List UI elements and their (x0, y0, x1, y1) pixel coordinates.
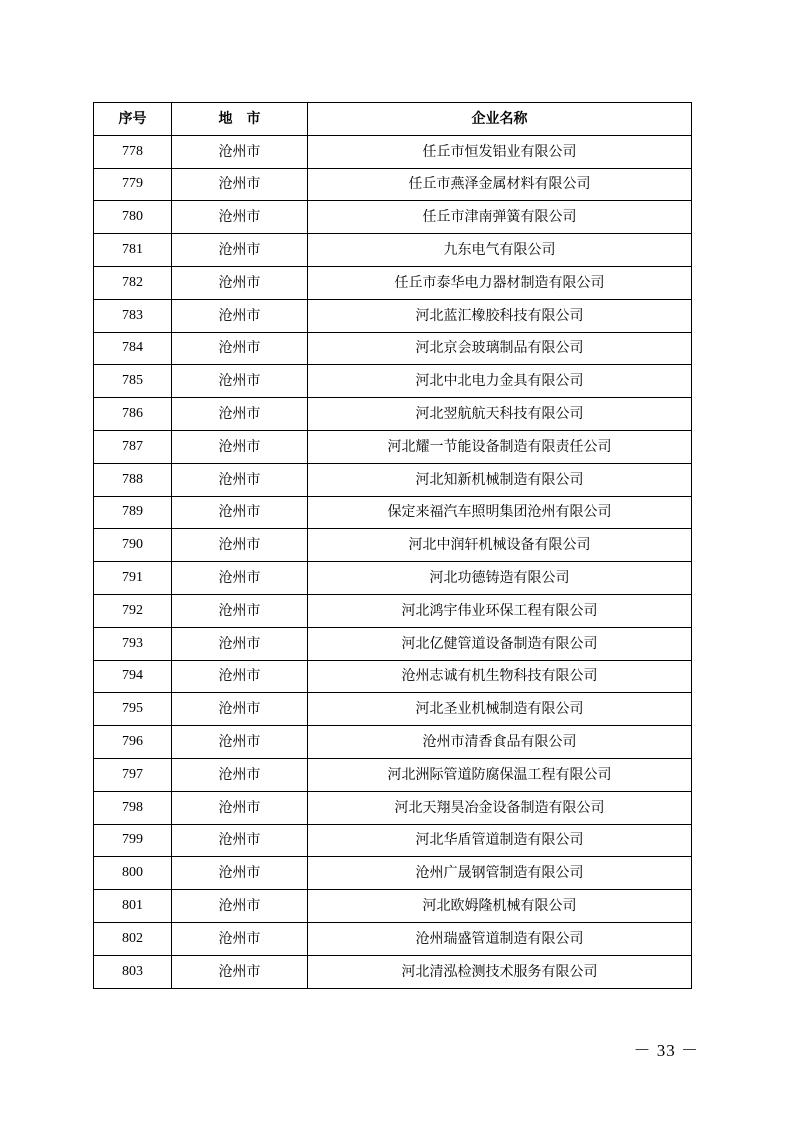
header-company-name: 企业名称 (308, 103, 692, 136)
cell-city: 沧州市 (172, 594, 308, 627)
cell-city: 沧州市 (172, 135, 308, 168)
cell-city: 沧州市 (172, 365, 308, 398)
cell-serial-number: 787 (94, 430, 172, 463)
cell-serial-number: 797 (94, 758, 172, 791)
cell-city: 沧州市 (172, 529, 308, 562)
table-row (94, 234, 692, 267)
cell-serial-number: 785 (94, 365, 172, 398)
cell-city: 沧州市 (172, 168, 308, 201)
table-row (94, 627, 692, 660)
cell-serial-number: 786 (94, 398, 172, 431)
table-row (94, 824, 692, 857)
cell-city: 沧州市 (172, 824, 308, 857)
table-row (94, 758, 692, 791)
cell-city: 沧州市 (172, 266, 308, 299)
cell-company-name: 任丘市燕泽金属材料有限公司 (308, 168, 692, 201)
cell-city: 沧州市 (172, 430, 308, 463)
company-table (93, 102, 692, 989)
cell-serial-number: 782 (94, 266, 172, 299)
table-row (94, 430, 692, 463)
table-header-row (94, 103, 692, 136)
cell-serial-number: 779 (94, 168, 172, 201)
cell-company-name: 任丘市恒发铝业有限公司 (308, 135, 692, 168)
table-row (94, 529, 692, 562)
table-row (94, 266, 692, 299)
cell-serial-number: 795 (94, 693, 172, 726)
cell-city: 沧州市 (172, 398, 308, 431)
cell-serial-number: 798 (94, 791, 172, 824)
cell-company-name: 河北亿健管道设备制造有限公司 (308, 627, 692, 660)
cell-city: 沧州市 (172, 201, 308, 234)
table-row (94, 463, 692, 496)
cell-serial-number: 792 (94, 594, 172, 627)
cell-company-name: 河北翌航航天科技有限公司 (308, 398, 692, 431)
cell-company-name: 任丘市泰华电力器材制造有限公司 (308, 266, 692, 299)
cell-company-name: 河北鸿宇伟业环保工程有限公司 (308, 594, 692, 627)
table-row (94, 496, 692, 529)
table-body (94, 135, 692, 988)
cell-city: 沧州市 (172, 627, 308, 660)
cell-company-name: 河北中润轩机械设备有限公司 (308, 529, 692, 562)
cell-serial-number: 781 (94, 234, 172, 267)
table-row (94, 201, 692, 234)
cell-serial-number: 802 (94, 922, 172, 955)
table-row (94, 135, 692, 168)
table-row (94, 398, 692, 431)
cell-serial-number: 784 (94, 332, 172, 365)
cell-company-name: 河北耀一节能设备制造有限责任公司 (308, 430, 692, 463)
header-city: 地 市 (172, 103, 308, 136)
cell-city: 沧州市 (172, 562, 308, 595)
cell-company-name: 河北蓝汇橡胶科技有限公司 (308, 299, 692, 332)
cell-serial-number: 780 (94, 201, 172, 234)
table-row (94, 299, 692, 332)
table-row (94, 693, 692, 726)
cell-company-name: 沧州志诚有机生物科技有限公司 (308, 660, 692, 693)
cell-city: 沧州市 (172, 758, 308, 791)
cell-company-name: 沧州市清香食品有限公司 (308, 726, 692, 759)
cell-city: 沧州市 (172, 726, 308, 759)
table-row (94, 562, 692, 595)
cell-company-name: 九东电气有限公司 (308, 234, 692, 267)
cell-serial-number: 790 (94, 529, 172, 562)
cell-city: 沧州市 (172, 660, 308, 693)
cell-serial-number: 793 (94, 627, 172, 660)
table-row (94, 890, 692, 923)
cell-city: 沧州市 (172, 463, 308, 496)
cell-city: 沧州市 (172, 299, 308, 332)
cell-company-name: 河北京会玻璃制品有限公司 (308, 332, 692, 365)
cell-company-name: 河北中北电力金具有限公司 (308, 365, 692, 398)
table-row (94, 168, 692, 201)
cell-serial-number: 801 (94, 890, 172, 923)
cell-city: 沧州市 (172, 693, 308, 726)
cell-company-name: 河北清泓检测技术服务有限公司 (308, 955, 692, 988)
table-row (94, 857, 692, 890)
cell-serial-number: 799 (94, 824, 172, 857)
header-serial-number: 序号 (94, 103, 172, 136)
cell-city: 沧州市 (172, 857, 308, 890)
cell-company-name: 河北知新机械制造有限公司 (308, 463, 692, 496)
cell-company-name: 沧州广晟钢管制造有限公司 (308, 857, 692, 890)
cell-company-name: 任丘市津南弹簧有限公司 (308, 201, 692, 234)
table-row (94, 726, 692, 759)
cell-company-name: 河北华盾管道制造有限公司 (308, 824, 692, 857)
cell-city: 沧州市 (172, 922, 308, 955)
cell-serial-number: 800 (94, 857, 172, 890)
cell-city: 沧州市 (172, 890, 308, 923)
cell-company-name: 河北功德铸造有限公司 (308, 562, 692, 595)
cell-serial-number: 791 (94, 562, 172, 595)
table-row (94, 594, 692, 627)
table-row (94, 332, 692, 365)
cell-city: 沧州市 (172, 955, 308, 988)
cell-company-name: 保定来福汽车照明集团沧州有限公司 (308, 496, 692, 529)
cell-city: 沧州市 (172, 234, 308, 267)
cell-city: 沧州市 (172, 332, 308, 365)
table-row (94, 955, 692, 988)
cell-company-name: 河北天翔昊冶金设备制造有限公司 (308, 791, 692, 824)
cell-serial-number: 778 (94, 135, 172, 168)
page-number: － 33 － (633, 1041, 699, 1060)
cell-serial-number: 803 (94, 955, 172, 988)
cell-company-name: 河北欧姆隆机械有限公司 (308, 890, 692, 923)
table-row (94, 365, 692, 398)
table-row (94, 922, 692, 955)
cell-serial-number: 796 (94, 726, 172, 759)
cell-company-name: 河北洲际管道防腐保温工程有限公司 (308, 758, 692, 791)
cell-serial-number: 794 (94, 660, 172, 693)
cell-company-name: 沧州瑞盛管道制造有限公司 (308, 922, 692, 955)
table-row (94, 660, 692, 693)
cell-company-name: 河北圣业机械制造有限公司 (308, 693, 692, 726)
cell-serial-number: 789 (94, 496, 172, 529)
cell-city: 沧州市 (172, 791, 308, 824)
cell-serial-number: 783 (94, 299, 172, 332)
table-row (94, 791, 692, 824)
cell-city: 沧州市 (172, 496, 308, 529)
cell-serial-number: 788 (94, 463, 172, 496)
